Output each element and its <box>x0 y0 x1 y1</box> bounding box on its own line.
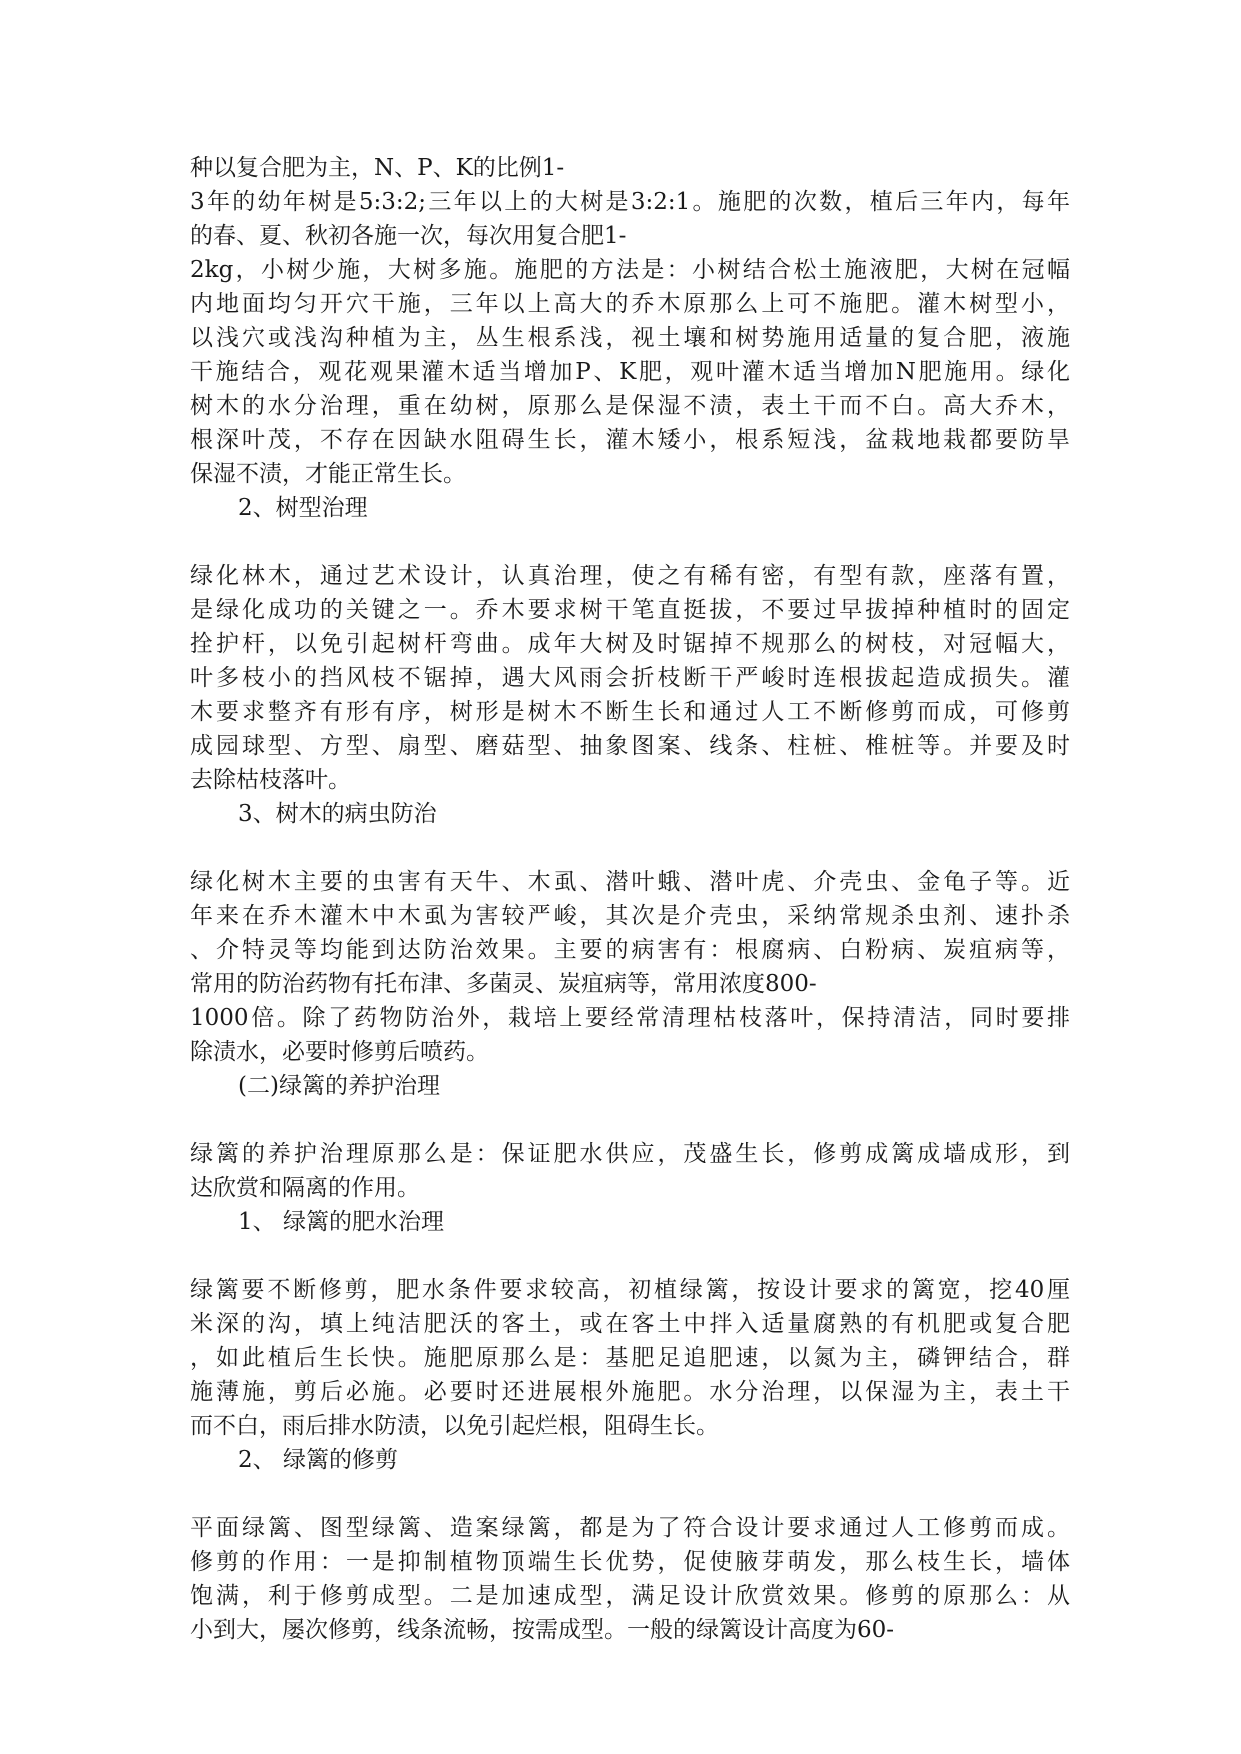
section-pest-control <box>190 797 1070 1069</box>
section-hedge-pruning <box>190 1443 1070 1647</box>
section-fertilizer-continued <box>190 151 1070 491</box>
document-body <box>190 151 1070 1647</box>
text-line: 达欣赏和隔离的作用。 <box>190 1175 420 1201</box>
text-line: 平面绿篱、图型绿篱、造案绿篱，都是为了符合设计要求通过人工修剪而成。 <box>190 1515 1070 1541</box>
text-line: 1000倍。除了药物防治外，栽培上要经常清理枯枝落叶，保持清洁，同时要排 <box>190 1005 1070 1031</box>
text-line: 木要求整齐有形有序，树形是树木不断生长和通过人工不断修剪而成，可修剪 <box>190 699 1070 725</box>
text-line: 绿篱要不断修剪，肥水条件要求较高，初植绿篱，按设计要求的篱宽，挖40厘 <box>190 1277 1070 1303</box>
text-line: 2kg，小树少施，大树多施。施肥的方法是：小树结合松土施液肥，大树在冠幅 <box>190 257 1070 283</box>
text-line: ，如此植后生长快。施肥原那么是：基肥足追肥速，以氮为主，磷钾结合，群 <box>190 1345 1070 1371</box>
text-line: 内地面均匀开穴干施，三年以上高大的乔木原那么上可不施肥。灌木树型小， <box>190 291 1070 317</box>
paragraph <box>190 1273 1070 1443</box>
section-heading: 2、 绿篱的修剪 <box>238 1447 398 1473</box>
text-line: 树木的水分治理，重在幼树，原那么是保湿不渍，表土干而不白。高大乔木， <box>190 393 1070 419</box>
text-line: 而不白，雨后排水防渍，以免引起烂根，阻碍生长。 <box>190 1413 719 1439</box>
text-line: 保湿不渍，才能正常生长。 <box>190 461 466 487</box>
text-line: 叶多枝小的挡风枝不锯掉，遇大风雨会折枝断干严峻时连根拔起造成损失。灌 <box>190 665 1070 691</box>
paragraph <box>190 865 1070 1069</box>
text-line: 去除枯枝落叶。 <box>190 767 351 793</box>
paragraph-gap <box>190 1239 1070 1273</box>
text-line: 的春、夏、秋初各施一次，每次用复合肥1- <box>190 223 627 249</box>
paragraph-gap <box>190 1103 1070 1137</box>
text-line: 是绿化成功的关键之一。乔木要求树干笔直挺拔，不要过早拔掉种植时的固定 <box>190 597 1070 623</box>
text-line: 绿化林木，通过艺术设计，认真治理，使之有稀有密，有型有款，座落有置， <box>190 563 1070 589</box>
text-line: 绿化树木主要的虫害有天牛、木虱、潜叶蛾、潜叶虎、介壳虫、金龟子等。近 <box>190 869 1070 895</box>
section-hedge-care <box>190 1069 1070 1205</box>
text-line: 根深叶茂，不存在因缺水阻碍生长，灌木矮小，根系短浅，盆栽地栽都要防旱 <box>190 427 1070 453</box>
paragraph <box>190 559 1070 797</box>
text-line: 绿篱的养护治理原那么是：保证肥水供应，茂盛生长，修剪成篱成墙成形，到 <box>190 1141 1070 1167</box>
paragraph-gap <box>190 1477 1070 1511</box>
text-line: 3年的幼年树是5:3:2;三年以上的大树是3:2:1。施肥的次数，植后三年内，每年 <box>190 189 1070 215</box>
section-heading: 3、树木的病虫防治 <box>238 801 437 827</box>
text-line: 种以复合肥为主，N、P、K的比例1- <box>190 155 565 181</box>
paragraph <box>190 1137 1070 1205</box>
text-line: 以浅穴或浅沟种植为主，丛生根系浅，视土壤和树势施用适量的复合肥，液施 <box>190 325 1070 351</box>
paragraph <box>190 1511 1070 1647</box>
text-line: 米深的沟，填上纯洁肥沃的客土，或在客土中拌入适量腐熟的有机肥或复合肥 <box>190 1311 1070 1337</box>
text-line: 、介特灵等均能到达防治效果。主要的病害有：根腐病、白粉病、炭疽病等， <box>190 937 1070 963</box>
section-heading: 1、 绿篱的肥水治理 <box>238 1209 444 1235</box>
text-line: 除渍水，必要时修剪后喷药。 <box>190 1039 489 1065</box>
paragraph-gap <box>190 525 1070 559</box>
text-line: 年来在乔木灌木中木虱为害较严峻，其次是介壳虫，采纳常规杀虫剂、速扑杀 <box>190 903 1070 929</box>
text-line: 小到大，屡次修剪，线条流畅，按需成型。一般的绿篱设计高度为60- <box>190 1617 895 1643</box>
text-line: 施薄施，剪后必施。必要时还进展根外施肥。水分治理，以保湿为主，表土干 <box>190 1379 1070 1405</box>
section-heading: 2、树型治理 <box>238 495 368 521</box>
text-line: 成园球型、方型、扇型、磨菇型、抽象图案、线条、柱桩、椎桩等。并要及时 <box>190 733 1070 759</box>
text-line: 常用的防治药物有托布津、多菌灵、炭疽病等，常用浓度800- <box>190 971 817 997</box>
text-line: 饱满，利于修剪成型。二是加速成型，满足设计欣赏效果。修剪的原那么：从 <box>190 1583 1070 1609</box>
text-line: 拴护杆，以免引起树杆弯曲。成年大树及时锯掉不规那么的树枝，对冠幅大， <box>190 631 1070 657</box>
section-hedge-fertilizer <box>190 1205 1070 1443</box>
section-heading: (二)绿篱的养护治理 <box>238 1073 440 1099</box>
paragraph <box>190 151 1070 491</box>
paragraph-gap <box>190 831 1070 865</box>
section-tree-shape <box>190 491 1070 797</box>
text-line: 干施结合，观花观果灌木适当增加P、K肥，观叶灌木适当增加N肥施用。绿化 <box>190 359 1070 385</box>
text-line: 修剪的作用：一是抑制植物顶端生长优势，促使腋芽萌发，那么枝生长，墙体 <box>190 1549 1070 1575</box>
